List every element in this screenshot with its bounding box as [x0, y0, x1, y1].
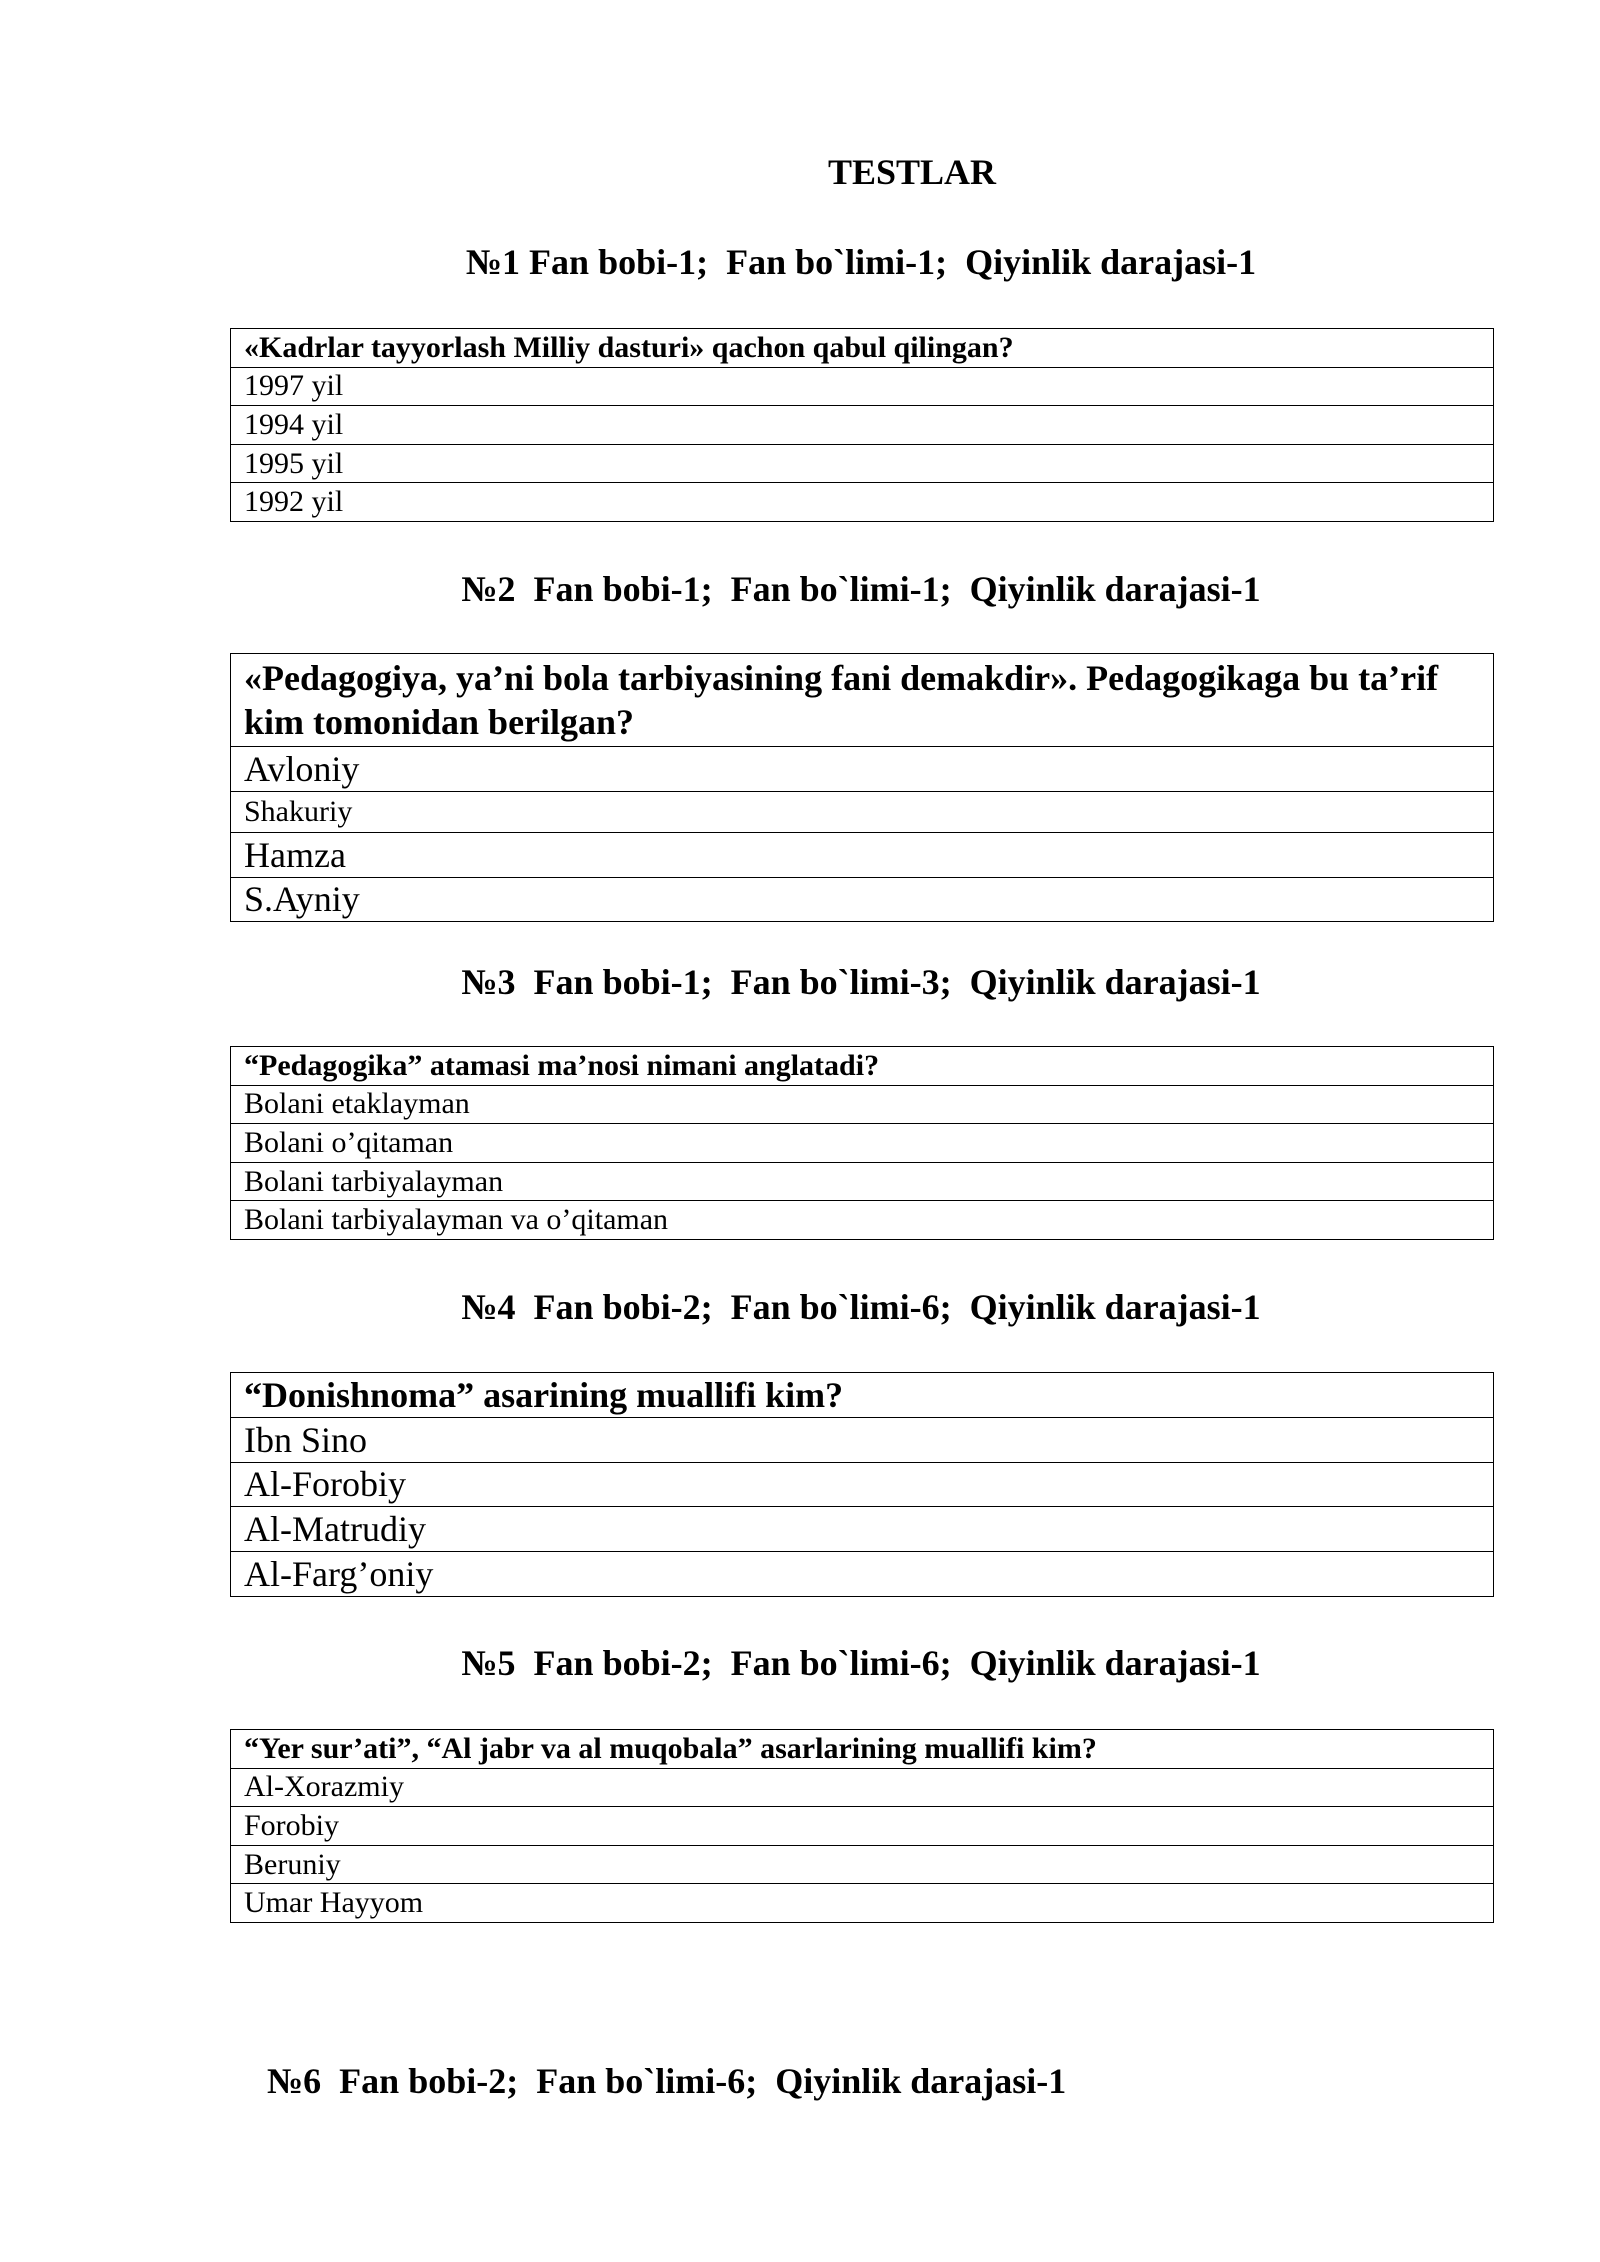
question-3-table	[230, 1046, 1494, 1240]
question-1-heading: №1 Fan bobi-1; Fan bo`limi-1; Qiyinlik darajasi-1	[465, 242, 1257, 282]
question-1-option-4: 1992 yil	[231, 483, 1494, 522]
question-3-option-2: Bolani o’qitaman	[231, 1124, 1494, 1163]
question-4-option-2: Al-Forobiy	[231, 1462, 1494, 1507]
question-3-option-4: Bolani tarbiyalayman va o’qitaman	[231, 1201, 1494, 1240]
question-4-table	[230, 1372, 1494, 1597]
question-5-option-1: Al-Xorazmiy	[231, 1768, 1494, 1807]
question-2-option-4: S.Ayniy	[231, 877, 1494, 922]
question-6-heading: №6 Fan bobi-2; Fan bo`limi-6; Qiyinlik darajasi-1	[267, 2061, 1067, 2101]
question-4-option-4: Al-Farg’oniy	[231, 1552, 1494, 1597]
question-5-option-3: Beruniy	[231, 1845, 1494, 1884]
question-2-option-2: Shakuriy	[231, 791, 1494, 832]
question-3-text: “Pedagogika” atamasi ma’nosi nimani anglatadi?	[231, 1047, 1494, 1086]
question-4-text: “Donishnoma” asarining muallifi kim?	[231, 1373, 1494, 1418]
question-2-option-1: Avloniy	[231, 747, 1494, 792]
question-5-text: “Yer sur’ati”, “Al jabr va al muqobala” asarlarining muallifi kim?	[231, 1730, 1494, 1769]
question-4-option-3: Al-Matrudiy	[231, 1507, 1494, 1552]
question-1-table	[230, 328, 1494, 522]
question-5-option-4: Umar Hayyom	[231, 1884, 1494, 1923]
question-2-heading: №2 Fan bobi-1; Fan bo`limi-1; Qiyinlik darajasi-1	[461, 569, 1261, 609]
question-5-heading: №5 Fan bobi-2; Fan bo`limi-6; Qiyinlik darajasi-1	[461, 1643, 1261, 1683]
question-2-table	[230, 653, 1494, 922]
question-2-text: «Pedagogiya, ya’ni bola tarbiyasining fani demakdir». Pedagogikaga bu ta’rif kim tomonidan berilgan?	[231, 654, 1494, 747]
question-1-option-3: 1995 yil	[231, 444, 1494, 483]
question-2-option-3: Hamza	[231, 832, 1494, 877]
question-1-option-1: 1997 yil	[231, 367, 1494, 406]
question-1-option-2: 1994 yil	[231, 406, 1494, 445]
question-3-heading: №3 Fan bobi-1; Fan bo`limi-3; Qiyinlik darajasi-1	[461, 962, 1261, 1002]
question-3-option-3: Bolani tarbiyalayman	[231, 1162, 1494, 1201]
question-3-option-1: Bolani etaklayman	[231, 1085, 1494, 1124]
page-title: TESTLAR	[827, 152, 997, 192]
question-5-option-2: Forobiy	[231, 1807, 1494, 1846]
question-5-table	[230, 1729, 1494, 1923]
question-1-text: «Kadrlar tayyorlash Milliy dasturi» qachon qabul qilingan?	[231, 329, 1494, 368]
question-4-option-1: Ibn Sino	[231, 1417, 1494, 1462]
question-4-heading: №4 Fan bobi-2; Fan bo`limi-6; Qiyinlik darajasi-1	[461, 1287, 1261, 1327]
